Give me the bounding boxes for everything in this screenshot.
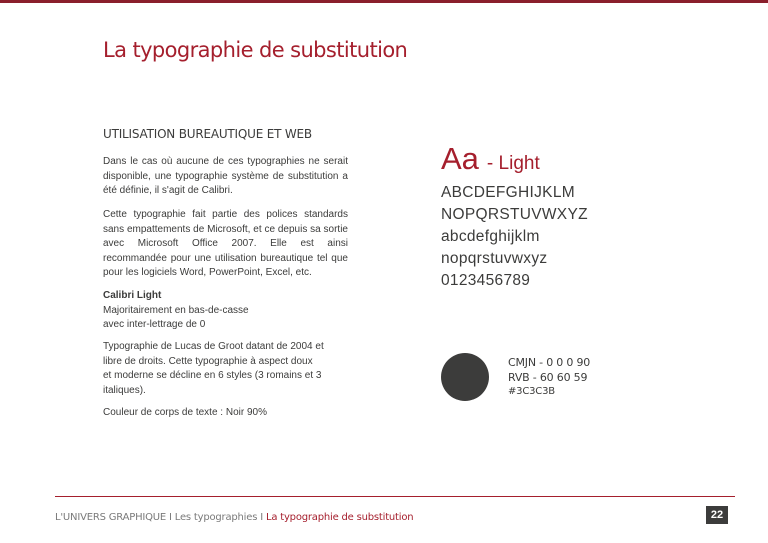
specimen-lowercase-2: nopqrstuvwxyz	[441, 250, 548, 267]
history-line-3: et moderne se décline en 6 styles (3 romains et 3	[103, 370, 322, 381]
font-name: Calibri Light	[103, 290, 162, 301]
font-usage-block	[103, 289, 348, 333]
history-line-2: libre de droits. Cette typographie à aspect doux	[103, 355, 313, 367]
history-line-4: italiques).	[103, 384, 146, 396]
specimen-uppercase-2: NOPQRSTUVWXYZ	[441, 206, 588, 223]
color-codes	[508, 356, 590, 400]
specimen-style: - Light	[486, 153, 540, 174]
usage-line-1: Majoritairement en bas-de-casse	[103, 304, 249, 316]
specimen-heading	[441, 142, 588, 182]
breadcrumb-chapter: Les typographies	[174, 512, 258, 523]
color-cmyk: CMJN - 0 0 0 90	[508, 356, 591, 369]
breadcrumb-separator: I	[257, 512, 266, 523]
color-hex: #3C3C3B	[508, 386, 555, 397]
breadcrumb-separator: I	[166, 512, 175, 523]
breadcrumb-section: L'UNIVERS GRAPHIQUE	[55, 512, 167, 523]
paragraph-intro	[103, 155, 348, 199]
text-color-note: Couleur de corps de texte : Noir 90%	[103, 407, 267, 418]
paragraph-description	[103, 208, 348, 281]
font-specimen	[441, 142, 588, 292]
paragraph-history	[103, 340, 348, 398]
page-title: La typographie de substitution	[103, 38, 408, 62]
specimen-aa: Aa	[441, 141, 479, 176]
breadcrumb-current: La typographie de substitution	[265, 512, 414, 523]
paragraph-intro-text: Dans le cas où aucune de ces typographies ne serait disponible, une typographie système de substitution a été définie, il s'agit de Calibri.	[103, 156, 348, 196]
color-rgb: RVB - 60 60 59	[508, 370, 588, 384]
footer-divider	[55, 496, 735, 497]
paragraph-text-color	[103, 406, 348, 421]
usage-line-2: avec inter-lettrage de 0	[103, 319, 206, 330]
specimen-digits: 0123456789	[441, 272, 531, 289]
top-accent-bar	[0, 0, 768, 3]
color-swatch	[441, 353, 489, 401]
section-heading: UTILISATION BUREAUTIQUE ET WEB	[103, 127, 312, 141]
history-line-1: Typographie de Lucas de Groot datant de 2004 et	[103, 341, 324, 352]
specimen-lowercase-1: abcdefghijklm	[441, 228, 540, 245]
paragraph-description-text: Cette typographie fait partie des polices standards sans empattements de Microsoft, et ce depuis sa sortie avec Microsoft Office 2007. Elle est ainsi recommandée pour une utilisation bureautique tel que pour les logiciels Word, PowerPoint, Excel, etc.	[103, 209, 348, 278]
page-number: 22	[706, 506, 728, 524]
specimen-uppercase-1: ABCDEFGHIJKLM	[441, 184, 575, 201]
footer-breadcrumb	[55, 512, 413, 523]
